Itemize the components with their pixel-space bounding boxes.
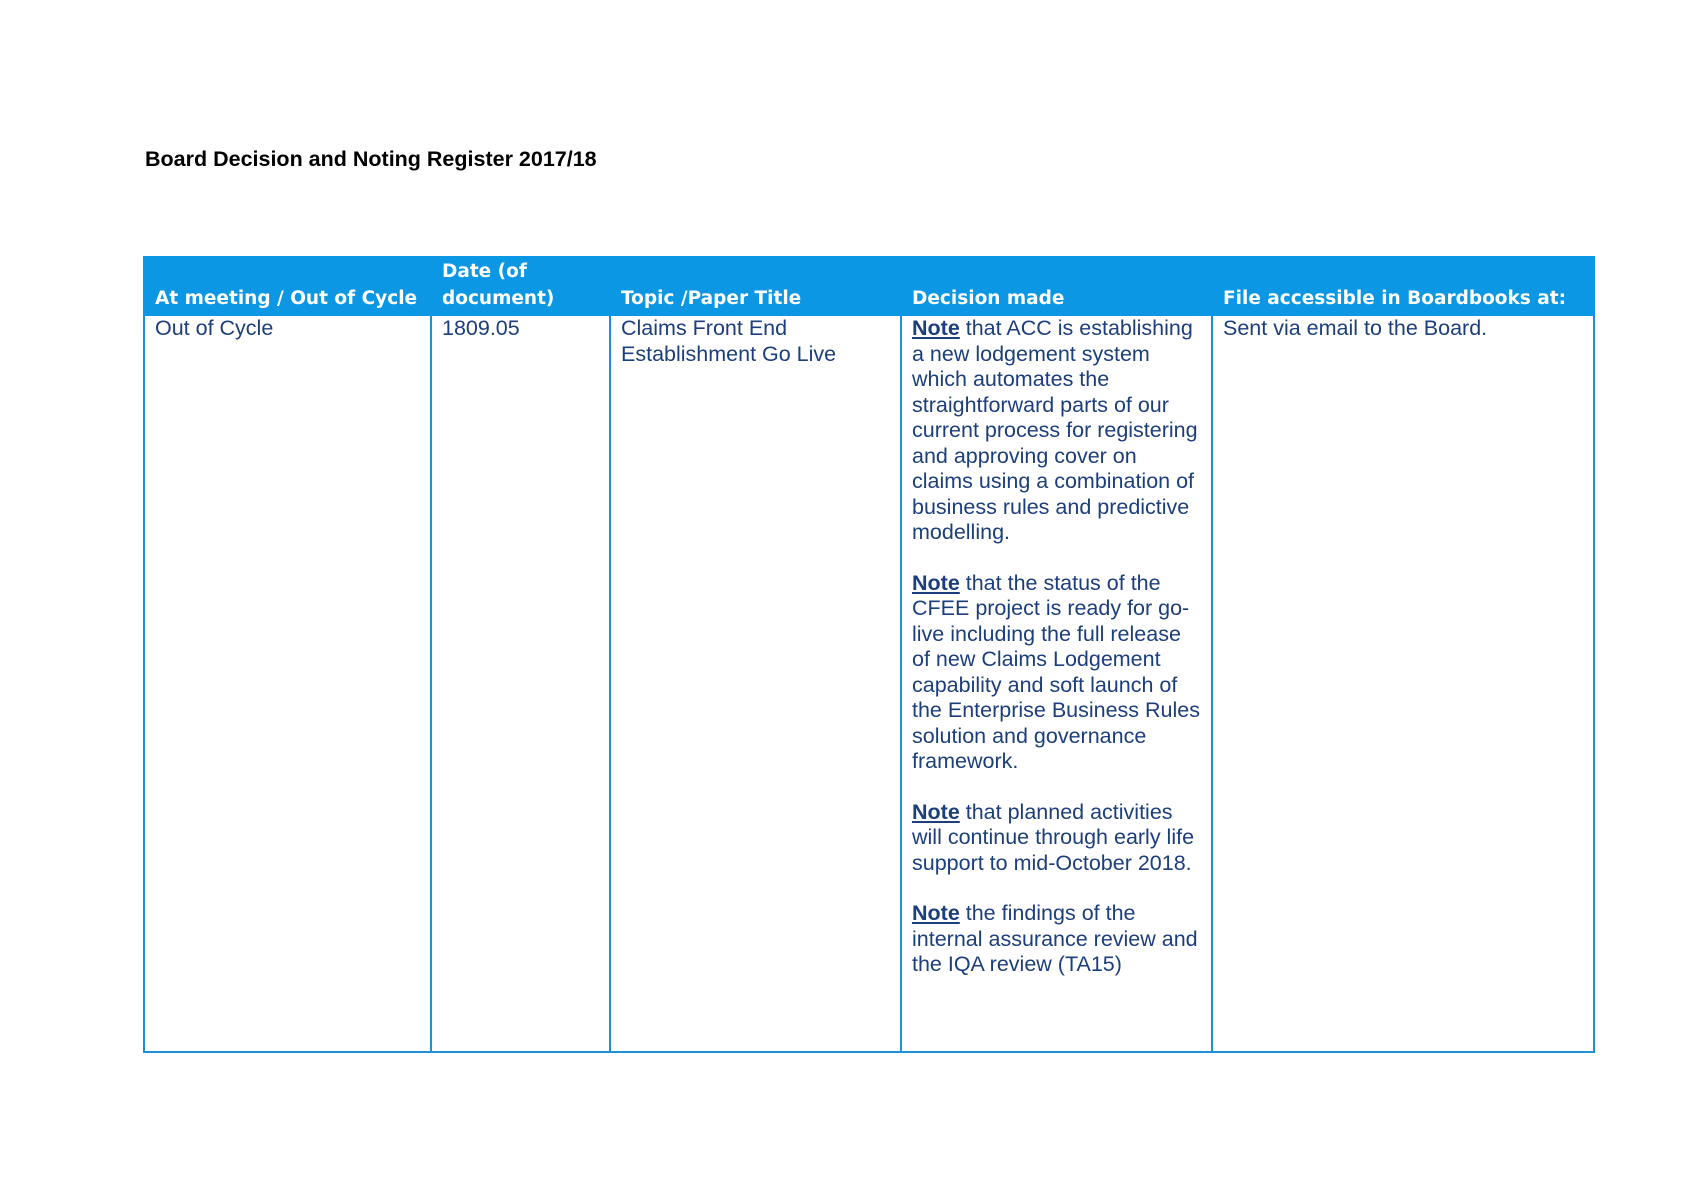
cell-topic: Claims Front End Establishment Go Live — [610, 315, 901, 1052]
table-header-row — [144, 257, 1594, 315]
cell-file: Sent via email to the Board. — [1212, 315, 1594, 1052]
note-keyword: Note — [912, 799, 960, 824]
note-text: the findings of the internal assurance review and the IQA review (TA15) — [912, 901, 1198, 976]
header-decision: Decision made — [901, 257, 1212, 315]
header-date: Date (of document) — [431, 257, 610, 315]
table-row — [144, 315, 1594, 1052]
note-keyword: Note — [912, 316, 960, 340]
cell-meeting: Out of Cycle — [144, 315, 431, 1052]
cell-date: 1809.05 — [431, 315, 610, 1052]
note-text: that ACC is establishing a new lodgement system which automates the straightforward parts of our current process for registering and approving cover on claims using a combination of business rules and predictive modelling. — [912, 316, 1198, 544]
header-file: File accessible in Boardbooks at: — [1212, 257, 1594, 315]
note-keyword: Note — [912, 570, 960, 595]
decision-note-2 — [912, 571, 1201, 775]
document-title: Board Decision and Noting Register 2017/18 — [145, 147, 597, 171]
decision-note-3 — [912, 800, 1201, 877]
decision-register-table — [143, 256, 1595, 1053]
cell-decision — [901, 315, 1212, 1052]
decision-note-1 — [912, 316, 1201, 546]
header-meeting: At meeting / Out of Cycle — [144, 257, 431, 315]
header-topic: Topic /Paper Title — [610, 257, 901, 315]
note-keyword: Note — [912, 901, 960, 925]
decision-note-4 — [912, 901, 1201, 978]
note-text: that planned activities will continue through early life support to mid-October 2018. — [912, 799, 1195, 875]
note-text: that the status of the CFEE project is ready for go-live including the full release of new Claims Lodgement capability and soft launch of the Enterprise Business Rules solution and governance framework. — [912, 570, 1201, 773]
